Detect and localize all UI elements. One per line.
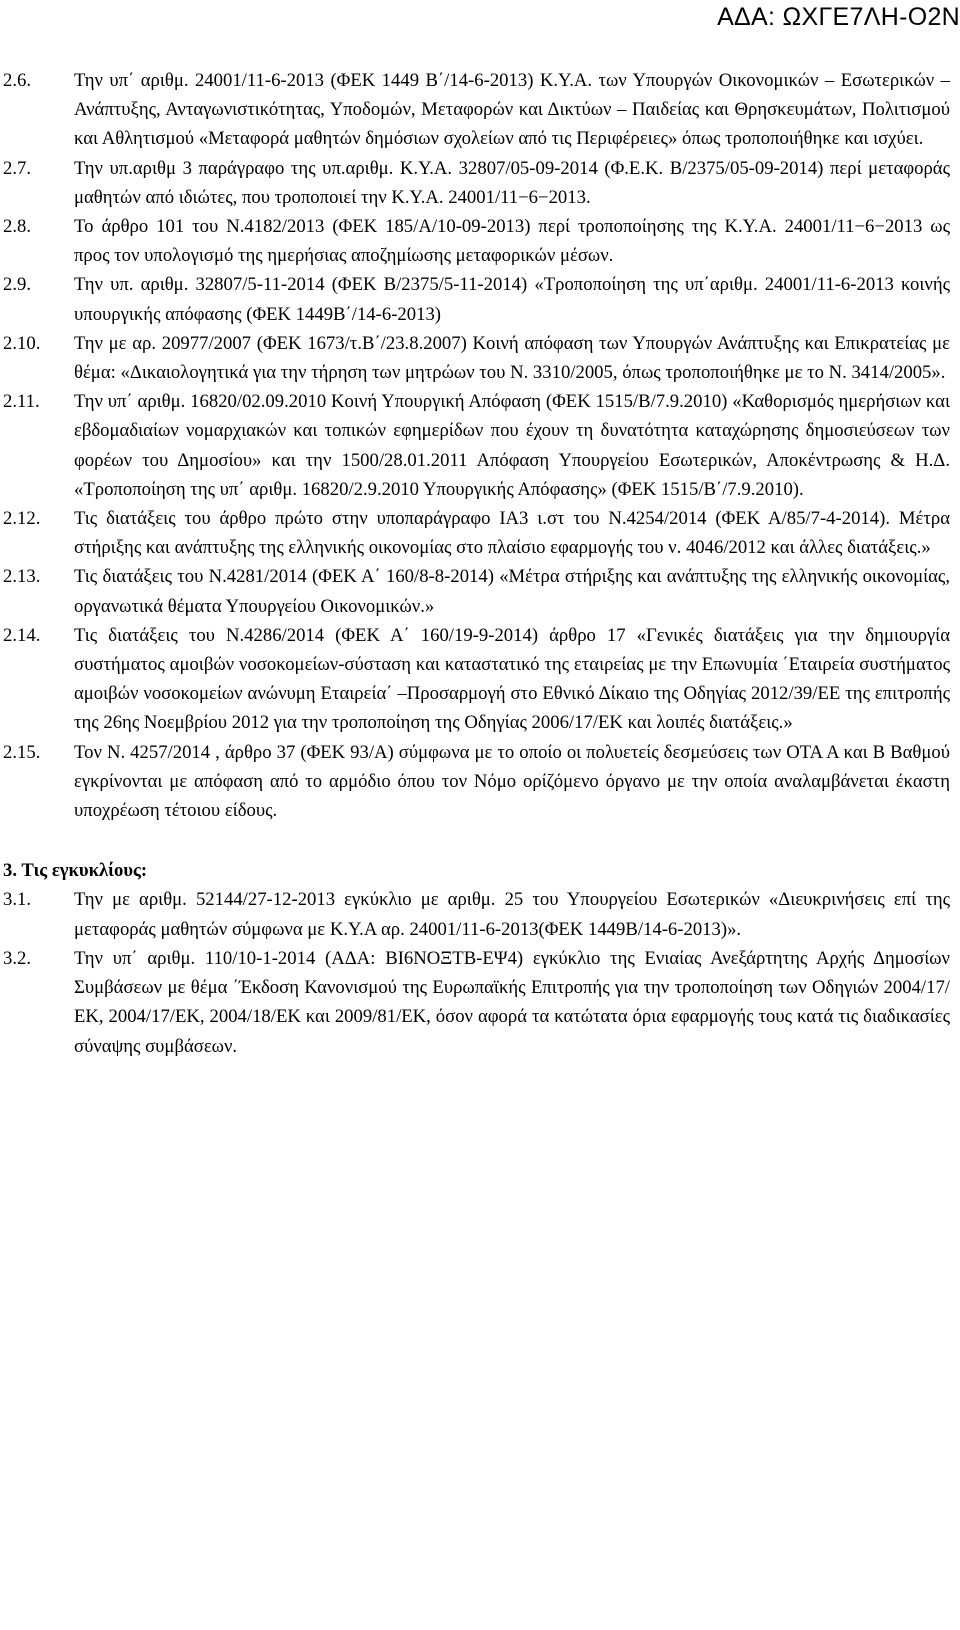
item-text: Την υπ΄ αριθμ. 16820/02.09.2010 Κοινή Υπουργική Απόφαση (ΦΕΚ 1515/Β/7.9.2010) «Καθορισμός ημερήσιων και εβδομαδιαίων νομαρχιακών και τοπικών εφημερίδων που έχουν τη δυνατότητα καταχώρησης δημοσιεύσεων των φορέων του Δημοσίου» και την 1500/28.01.2011 Απόφαση Υπουργείου Εσωτερικών, Αποκέντρωσης & Η.Δ. «Τροποποίηση της υπ΄ αριθμ. 16820/2.9.2010 Υπουργικής Απόφασης» (ΦΕΚ 1515/Β΄/7.9.2010). (74, 391, 950, 500)
list-item (3, 504, 950, 562)
list-item (3, 621, 950, 738)
item-text: Τις διατάξεις του Ν.4281/2014 (ΦΕΚ Α΄ 160/8-8-2014) «Μέτρα στήριξης και ανάπτυξης της ελληνικής οικονομίας, οργανωτικά θέματα Υπουργείου Οικονομικών.» (74, 566, 950, 617)
item-text: Τις διατάξεις του άρθρο πρώτο στην υποπαράγραφο ΙΑ3 ι.στ του Ν.4254/2014 (ΦΕΚ Α/85/7-4-2014). Μέτρα στήριξης και ανάπτυξης της ελληνικής οικονομίας στο πλαίσιο εφαρμογής του ν. 4046/2012 και άλλες διατάξεις.» (74, 508, 950, 559)
item-text: Την υπ. αριθμ. 32807/5-11-2014 (ΦΕΚ Β/2375/5-11-2014) «Τροποποίηση της υπ΄αριθμ. 24001/11-6-2013 κοινής υπουργικής απόφασης (ΦΕΚ 1449Β΄/14-6-2013) (74, 274, 950, 325)
document-body (3, 66, 950, 1061)
item-text: Το άρθρο 101 του Ν.4182/2013 (ΦΕΚ 185/Α/10-09-2013) περί τροποποίησης της Κ.Υ.Α. 24001/11−6−2013 ως προς τον υπολογισμό της ημερήσιας αποζημίωσης μεταφορικών μέσων. (74, 216, 950, 267)
ada-code: ΑΔΑ: ΩΧΓΕ7ΛΗ-Ο2Ν (717, 3, 960, 31)
list-item (3, 387, 950, 504)
list-item (3, 270, 950, 328)
item-number: 2.11. (3, 391, 40, 413)
item-number: 2.15. (3, 741, 41, 763)
section-title: 3. Τις εγκυκλίους: (3, 860, 148, 882)
item-number: 2.6. (3, 70, 32, 91)
item-number: 2.8. (3, 216, 32, 238)
item-text: Την με αρ. 20977/2007 (ΦΕΚ 1673/τ.Β΄/23.8.2007) Κοινή απόφαση των Υπουργών Ανάπτυξης και Επικρατείας με θέμα: «Δικαιολογητικά για την τήρηση των μητρώων του Ν. 3310/2005, όπως τροποποιήθηκε με το Ν. 3414/2005». (74, 332, 950, 384)
item-number: 2.9. (3, 274, 32, 296)
item-number: 3.1. (3, 889, 32, 911)
item-text: Την υπ΄ αριθμ. 24001/11-6-2013 (ΦΕΚ 1449 Β΄/14-6-2013) Κ.Υ.Α. των Υπουργών Οικονομικών – Εσωτερικών – Ανάπτυξης, Ανταγωνιστικότητας, Υποδομών, Μεταφορών και Δικτύων – Παιδείας και Θρησκευμάτων, Πολιτισμού και Αθλητισμού «Μεταφορά μαθητών δημόσιων σχολείων από τις Περιφέρειες» όπως τροποποιήθηκε και ισχύει. (74, 70, 950, 150)
list-item (3, 562, 950, 620)
list-item (3, 885, 950, 943)
list-item (3, 66, 950, 154)
list-item (3, 738, 950, 826)
item-text: Τον Ν. 4257/2014 , άρθρο 37 (ΦΕΚ 93/Α) σύμφωνα με το οποίο οι πολυετείς δεσμεύσεις των ΟΤΑ Α και Β Βαθμού εγκρίνονται με απόφαση από το αρμόδιο όπου τον Νόμο ορίζόμενο όργανο με την οποία αναλαμβάνεται έκαστη υποχρέωση τέτοιου είδους. (74, 741, 950, 822)
item-number: 2.14. (3, 624, 41, 646)
list-item (3, 944, 950, 1061)
item-number: 2.7. (3, 157, 32, 179)
item-text: Την υπ.αριθμ 3 παράγραφο της υπ.αριθμ. Κ.Υ.Α. 32807/05-09-2014 (Φ.Ε.Κ. Β/2375/05-09-2014) περί μεταφοράς μαθητών από ιδιώτες, που τροποποιεί την Κ.Υ.Α. 24001/11−6−2013. (74, 157, 950, 208)
item-number: 3.2. (3, 947, 32, 969)
item-number: 2.13. (3, 566, 41, 588)
item-text: Τις διατάξεις του Ν.4286/2014 (ΦΕΚ Α΄ 160/19-9-2014) άρθρο 17 «Γενικές διατάξεις για την δημιουργία συστήματος αμοιβών νοσοκομείων-σύσταση και καταστατικό της εταιρείας με την Επωνυμία ΄Εταιρεία συστήματος αμοιβών νοσοκομείων ανώνυμη Εταιρεία΄ –Προσαρμογή στο Εθνικό Δίκαιο της Οδηγίας 2012/39/ΕΕ της επιτροπής της 26ης Νοεμβρίου 2012 για την τροποποίηση της Οδηγίας 2006/17/ΕΚ και λοιπές διατάξεις.» (74, 624, 950, 734)
item-text: Την υπ΄ αριθμ. 110/10-1-2014 (ΑΔΑ: ΒΙ6ΝΟΞΤΒ-ΕΨ4) εγκύκλιο της Ενιαίας Ανεξάρτητης Αρχής Δημοσίων Συμβάσεων με θέμα ΄Έκδοση Κανονισμού της Ευρωπαϊκής Επιτροπής για την τροποποίηση των Οδηγιών 2004/17/ΕΚ, 2004/17/ΕΚ, 2004/18/ΕΚ και 2009/81/ΕΚ, όσον αφορά τα κατώτατα όρια εφαρμογής τους κατά τις διαδικασίες σύναψης συμβάσεων. (74, 947, 950, 1057)
item-text: Την με αριθμ. 52144/27-12-2013 εγκύκλιο με αριθμ. 25 του Υπουργείου Εσωτερικών «Διευκρινήσεις επί της μεταφοράς μαθητών σύμφωνα με Κ.Υ.Α αρ. 24001/11-6-2013(ΦΕΚ 1449Β/14-6-2013)». (74, 889, 950, 940)
list-item (3, 212, 950, 270)
item-number: 2.12. (3, 508, 41, 530)
item-number: 2.10. (3, 332, 41, 354)
list-item (3, 154, 950, 212)
list-item (3, 329, 950, 387)
